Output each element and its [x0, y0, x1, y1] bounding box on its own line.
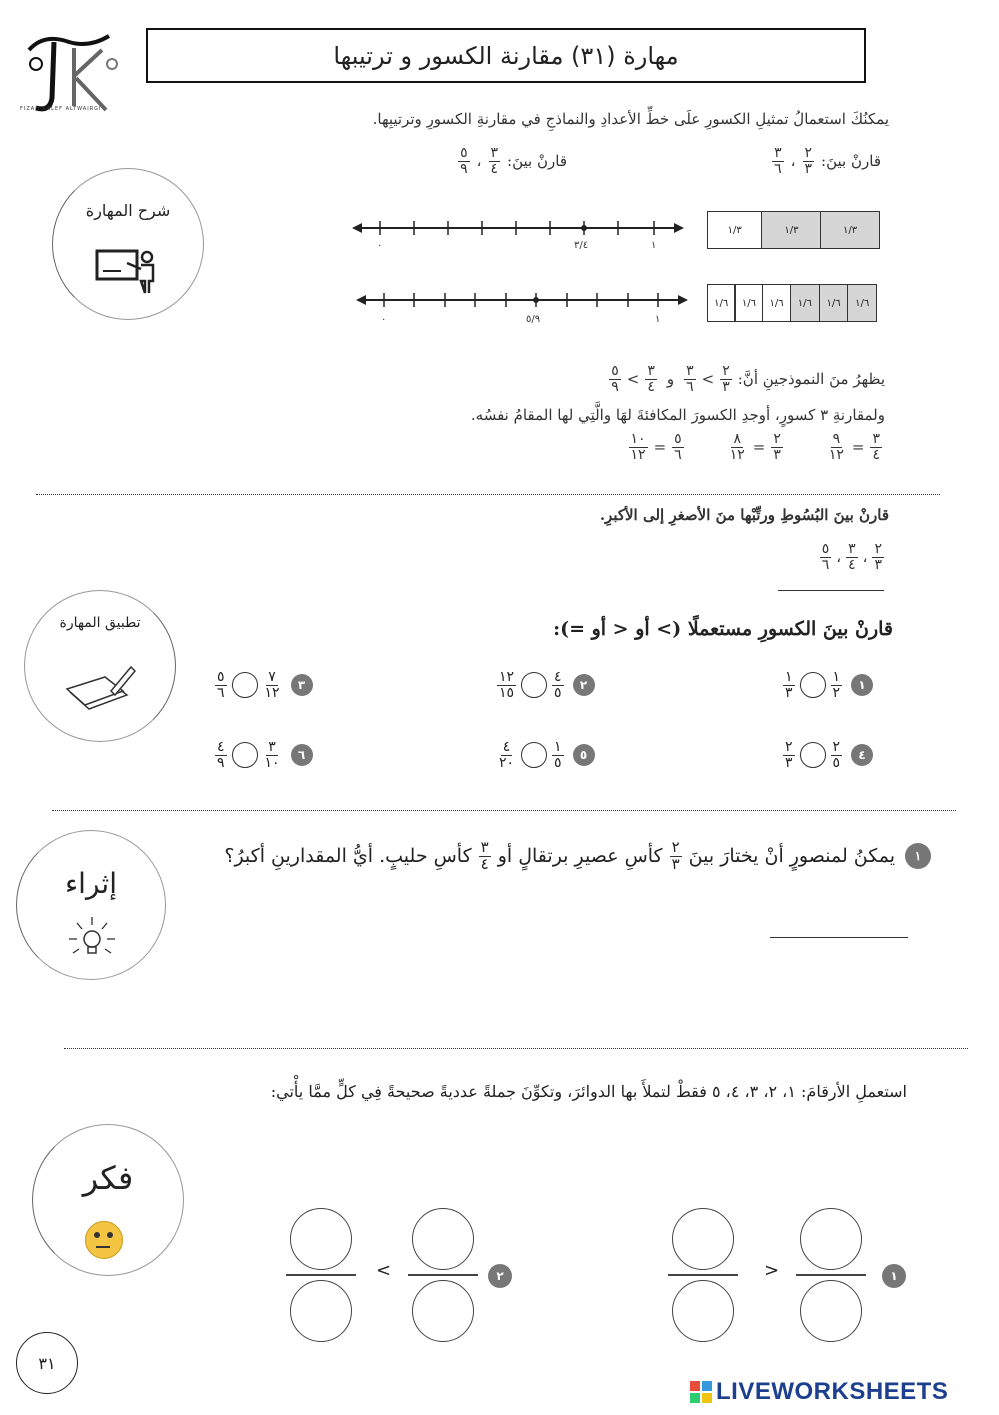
think-instruction: استعملِ الأرقامَ: ١، ٢، ٣، ٤، ٥ فقطْ لتملأَ بها الدوائرَ، وتكوِّنَ جملةً عدديةً صحيحةً فِي كلٍّ ممَّا يأْتي:	[270, 1082, 907, 1101]
answer-circle[interactable]	[412, 1208, 474, 1270]
answer-circle[interactable]	[672, 1280, 734, 1342]
answer-circle[interactable]	[521, 672, 547, 698]
bar-cell: ١/٣	[820, 211, 880, 249]
teacher-board-icon	[95, 247, 161, 295]
answer-circle[interactable]	[800, 742, 826, 768]
bar-cell: ١/٦	[762, 284, 791, 322]
equivalent-item: $\frac{٥}{٦}$ = $\frac{١٠}{١٢}$	[630, 431, 682, 463]
bar-cell: ١/٦	[734, 284, 763, 322]
answer-circle[interactable]	[800, 1280, 862, 1342]
page-number: ٣١	[16, 1332, 78, 1394]
tick-label-zero: ٠	[381, 314, 387, 325]
enrich-badge	[16, 830, 166, 980]
fraction: $\frac{٣}{٤}$	[490, 145, 499, 177]
lightbulb-icon	[67, 915, 117, 961]
answer-circle[interactable]	[232, 742, 258, 768]
item-number-badge: ٥	[573, 744, 595, 766]
liveworksheets-icon	[690, 1381, 712, 1403]
fraction-bar-thirds	[708, 211, 880, 249]
enrich-badge-label: إثراء	[65, 867, 117, 900]
apply-badge	[24, 590, 176, 742]
result-prefix: يظهرُ منَ النموذجينِ أنَّ:	[737, 370, 885, 389]
answer-circle[interactable]	[800, 672, 826, 698]
apply-instruction: قارنْ بينَ الكسورِ مستعملًا (> أو < أو =):	[553, 618, 893, 640]
think-badge	[32, 1124, 184, 1276]
tick-label-one: ١	[651, 240, 657, 251]
fraction-bar	[408, 1274, 478, 1276]
number-line-quarters	[352, 214, 684, 264]
fraction-bar	[796, 1274, 866, 1276]
compare-item-1: $\frac{١}{٣}$ $\frac{١}{٢}$ ١	[780, 670, 873, 700]
result-and: و	[666, 370, 675, 389]
compare-2-label: قارنْ بينَ:	[507, 152, 567, 171]
bar-cell: ١/٣	[761, 211, 821, 249]
answer-circle[interactable]	[800, 1208, 862, 1270]
divider	[36, 494, 940, 495]
explain-badge-label: شرح المهارة	[85, 201, 171, 220]
result-line: يظهرُ منَ النموذجينِ أنَّ: $\frac{٢}{٣}$ > $\frac{٣}{٦}$ و $\frac{٣}{٤}$ > $\frac{٥}{٩}$	[611, 363, 885, 395]
answer-circle[interactable]	[290, 1280, 352, 1342]
compare-item-5: $\frac{٤}{٢٠}$ $\frac{١}{٥}$ ٥	[494, 740, 595, 770]
equivalent-item: $\frac{٢}{٣}$ = $\frac{٨}{١٢}$	[729, 431, 781, 463]
divider	[52, 810, 956, 811]
item-number-badge: ٤	[851, 744, 873, 766]
item-number-badge: ١	[882, 1264, 906, 1288]
compare-item-2: $\frac{١٢}{١٥}$ $\frac{٤}{٥}$ ٢	[494, 670, 595, 700]
explain-badge	[52, 168, 204, 320]
equiv-sentence: ولمقارنةِ ٣ كسورٍ، أوجدِ الكسورَ المكافئةَ لهَا والَّتِي لها المقامُ نفسُه.	[470, 406, 885, 424]
item-number-badge: ١	[905, 843, 931, 869]
compare-1: قارنْ بينَ: $\frac{٢}{٣}$ ، $\frac{٣}{٦}$	[774, 145, 881, 177]
enrich-question: ١ يمكنُ لمنصورٍ أنْ يختارَ بينَ $\frac{٢}{٣}$ كأسِ عصيرِ برتقالٍ أو $\frac{٣}{٤}$ كأسِ حليبٍ. أيُّ المقدارينِ أكبرُ؟	[224, 840, 931, 873]
liveworksheets-logo	[690, 1378, 948, 1406]
tick-label-one: ١	[655, 314, 661, 325]
order-fracs: $\frac{٢}{٣}$ ، $\frac{٣}{٤}$ ، $\frac{٥}{٦}$	[821, 541, 882, 573]
fraction: $\frac{٢}{٣}$	[722, 363, 730, 395]
order-instruction: قارنْ بينَ البُسُوطِ ورتِّبْها منَ الأصغرِ إلى الأكبرِ.	[599, 506, 889, 524]
fraction: $\frac{٥}{٩}$	[460, 145, 468, 177]
think-badge-label: فكر	[82, 1159, 134, 1197]
item-number-badge: ٢	[488, 1264, 512, 1288]
thinking-face-icon	[85, 1221, 123, 1259]
compare-item-3: $\frac{٥}{٦}$ $\frac{٧}{١٢}$ ٣	[212, 670, 313, 700]
answer-circle[interactable]	[521, 742, 547, 768]
bar-cell: ١/٦	[707, 284, 736, 322]
inequality-sign: >	[764, 1260, 780, 1281]
paper-pencil-icon	[65, 663, 137, 713]
answer-circle[interactable]	[290, 1208, 352, 1270]
bar-cell: ١/٦	[790, 284, 820, 322]
order-answer-line[interactable]	[778, 590, 884, 591]
fraction: $\frac{٣}{٤}$	[647, 363, 655, 395]
tick-label-zero: ٠	[377, 240, 383, 251]
intro-text: يمكنُكَ استعمالُ تمثيلِ الكسورِ علَى خطِّ الأعدادِ والنماذجِ في مقارنةِ الكسورِ وترتيبِها.	[372, 110, 889, 128]
compare-item-6: $\frac{٤}{٩}$ $\frac{٣}{١٠}$ ٦	[212, 740, 313, 770]
compare-2: قارنْ بينَ: $\frac{٣}{٤}$ ، $\frac{٥}{٩}$	[460, 145, 567, 177]
logo	[14, 28, 124, 116]
divider	[64, 1048, 968, 1049]
enrich-answer-line[interactable]	[770, 937, 908, 938]
number-line-ninths	[356, 288, 688, 338]
fraction: $\frac{٥}{٩}$	[611, 363, 619, 395]
page-title: مهارة (٣١) مقارنة الكسور و ترتيبها	[146, 28, 866, 83]
bar-cell: ١/٦	[819, 284, 849, 322]
answer-circle[interactable]	[412, 1280, 474, 1342]
compare-item-4: $\frac{٢}{٣}$ $\frac{٢}{٥}$ ٤	[780, 740, 873, 770]
answer-circle[interactable]	[672, 1208, 734, 1270]
fraction-bar	[286, 1274, 356, 1276]
equivalent-item: $\frac{٣}{٤}$ = $\frac{٩}{١٢}$	[828, 431, 880, 463]
inequality-sign: <	[376, 1260, 392, 1281]
tick-label-mark: ٣/٤	[574, 240, 589, 251]
fraction: $\frac{٣}{٦}$	[774, 145, 782, 177]
fraction: $\frac{٢}{٣}$	[804, 145, 813, 177]
bar-cell: ١/٣	[707, 211, 763, 249]
think-item-2	[290, 1208, 530, 1338]
bar-cell: ١/٦	[847, 284, 877, 322]
tick-label-mark: ٥/٩	[526, 314, 541, 325]
compare-1-label: قارنْ بينَ:	[821, 152, 881, 171]
item-number-badge: ٣	[291, 674, 313, 696]
logo-caption: FIZAH KALEF ALTWAIRGI	[20, 106, 102, 112]
item-number-badge: ٢	[573, 674, 595, 696]
fraction: $\frac{٣}{٦}$	[686, 363, 694, 395]
item-number-badge: ١	[851, 674, 873, 696]
item-number-badge: ٦	[291, 744, 313, 766]
fraction-bar-sixths	[708, 284, 877, 322]
brand-name: LIVEWORKSHEETS	[716, 1378, 949, 1405]
equivalents-row	[626, 432, 885, 462]
apply-badge-label: تطبيق المهارة	[59, 615, 141, 631]
think-item-1	[672, 1208, 912, 1338]
fraction-bar	[668, 1274, 738, 1276]
answer-circle[interactable]	[232, 672, 258, 698]
